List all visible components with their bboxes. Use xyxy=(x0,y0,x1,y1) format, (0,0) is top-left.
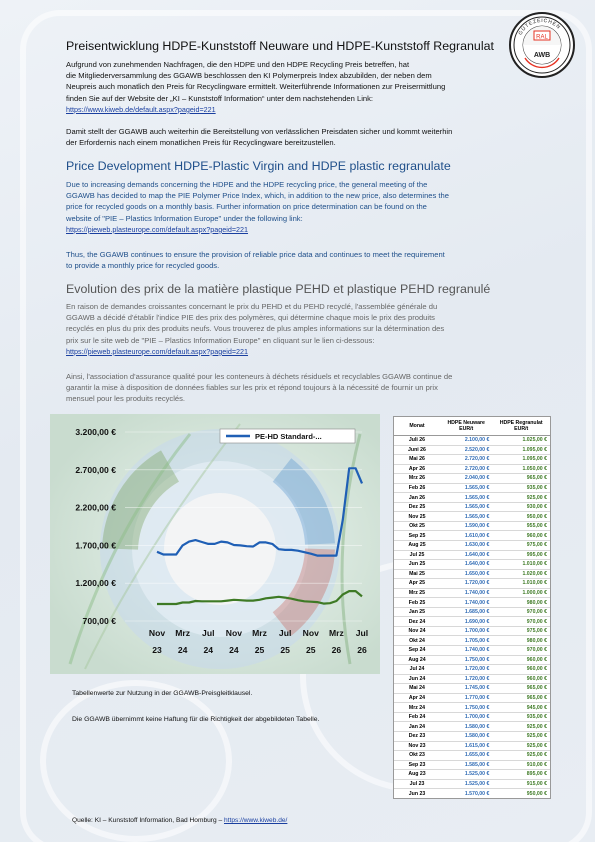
table-row xyxy=(394,436,550,446)
text-line: GGAWB has decided to map the PIE Polymer Price Index, which, in addition to the new price, also determines the xyxy=(66,191,449,201)
text-line: Neupreis auch monatlich den Preis für Recyclingware ermittelt. Weiterführende Informationen zur Preisermittlung xyxy=(66,82,446,92)
text-line: prix sur le site web de "PIE – Plastics Information Europe" en cliquant sur le lien ci-dessous: xyxy=(66,335,375,345)
table-row xyxy=(394,474,550,484)
cell-neuware: 1.740,00 € xyxy=(440,646,492,656)
cell-month: Jan 26 xyxy=(394,493,440,503)
text-line: price for recycled goods on a monthly basis. Further information on price determination can be found on the xyxy=(66,202,427,212)
cell-regranulat: 950,00 € xyxy=(492,789,550,798)
table-row xyxy=(394,550,550,560)
cell-month: Apr 26 xyxy=(394,464,440,474)
paragraph-fr-2 xyxy=(66,371,536,405)
y-tick-label: 1.700,00 € xyxy=(75,540,116,551)
table-row xyxy=(394,693,550,703)
cell-month: Jan 25 xyxy=(394,607,440,617)
cell-neuware: 1.590,00 € xyxy=(440,521,492,531)
logo-awb-text: AWB xyxy=(533,52,551,59)
x-tick-month: Nov xyxy=(225,628,243,638)
cell-neuware: 1.700,00 € xyxy=(440,626,492,636)
cell-neuware: 1.640,00 € xyxy=(440,560,492,570)
table-row xyxy=(394,674,550,684)
paragraph-de-2 xyxy=(66,126,536,148)
cell-neuware: 1.565,00 € xyxy=(440,483,492,493)
x-tick-year: 26 xyxy=(331,645,342,655)
x-tick-month: Jul xyxy=(202,628,215,638)
source-line xyxy=(72,817,287,824)
cell-regranulat: 960,00 € xyxy=(492,655,550,665)
cell-month: Jul 23 xyxy=(394,779,440,789)
cell-neuware: 2.720,00 € xyxy=(440,455,492,465)
x-tick-month: Jul xyxy=(355,628,369,638)
text-line: website of "PIE – Plastics Information Europe" under the following link: xyxy=(66,213,303,223)
table-row xyxy=(394,607,550,617)
title-de: Preisentwicklung HDPE-Kunststoff Neuware und HDPE-Kunststoff Regranulat xyxy=(66,39,494,53)
cell-neuware: 1.770,00 € xyxy=(440,693,492,703)
x-tick-year: 24 xyxy=(177,645,188,655)
cell-neuware: 1.655,00 € xyxy=(440,751,492,761)
text-line: En raison de demandes croissantes concernant le prix du PEHD et du PEHD recyclé, l'assemblée générale du xyxy=(66,302,438,311)
cell-neuware: 2.040,00 € xyxy=(440,474,492,484)
cell-neuware: 1.615,00 € xyxy=(440,741,492,751)
source-prefix: Quelle: KI – Kunststoff Information, Bad Homburg – xyxy=(72,817,224,824)
cell-regranulat: 935,00 € xyxy=(492,712,550,722)
cell-regranulat: 965,00 € xyxy=(492,684,550,694)
cell-regranulat: 970,00 € xyxy=(492,617,550,627)
cell-month: Feb 24 xyxy=(394,712,440,722)
cell-neuware: 1.740,00 € xyxy=(440,588,492,598)
table-row xyxy=(394,684,550,694)
cell-regranulat: 1.095,00 € xyxy=(492,455,550,465)
paragraph-de-1 xyxy=(66,59,536,115)
cell-month: Apr 24 xyxy=(394,693,440,703)
y-tick-label: 3.200,00 € xyxy=(75,427,116,437)
cell-regranulat: 1.010,00 € xyxy=(492,560,550,570)
cell-regranulat: 960,00 € xyxy=(492,665,550,675)
logo-ral-text: RAL xyxy=(536,34,548,41)
cell-month: Jun 23 xyxy=(394,789,440,798)
cell-neuware: 1.720,00 € xyxy=(440,665,492,675)
paragraph-en-1 xyxy=(66,179,536,235)
cell-month: Juli 26 xyxy=(394,436,440,446)
cell-regranulat: 1.010,00 € xyxy=(492,579,550,589)
cell-regranulat: 925,00 € xyxy=(492,493,550,503)
text-line: garantir la mise à disposition de données fiables sur les prix et répond toujours à la nécessité de fournir un prix xyxy=(66,383,438,393)
text-line: Thus, the GGAWB continues to ensure the provision of reliable price data and continues to meet the requirement xyxy=(66,250,445,259)
cell-regranulat: 955,00 € xyxy=(492,521,550,531)
table-row xyxy=(394,646,550,656)
cell-month: Mrz 24 xyxy=(394,703,440,713)
cell-neuware: 1.705,00 € xyxy=(440,636,492,646)
cell-month: Mrz 25 xyxy=(394,588,440,598)
cell-month: Mai 26 xyxy=(394,455,440,465)
text-line: der Erfordernis nach einem monatlichen Preis für Recyclingware bereitzustellen. xyxy=(66,138,336,148)
chart-legend xyxy=(220,429,355,443)
text-line: to provide a monthly price for recycled goods. xyxy=(66,261,220,271)
cell-neuware: 1.740,00 € xyxy=(440,598,492,608)
cell-regranulat: 995,00 € xyxy=(492,550,550,560)
cell-month: Sep 23 xyxy=(394,760,440,770)
table-row xyxy=(394,722,550,732)
cell-neuware: 1.630,00 € xyxy=(440,541,492,551)
paragraph-en-2 xyxy=(66,249,536,271)
table-row xyxy=(394,789,550,798)
price-chart-svg xyxy=(50,414,380,674)
cell-month: Mai 25 xyxy=(394,569,440,579)
cell-regranulat: 935,00 € xyxy=(492,483,550,493)
cell-regranulat: 960,00 € xyxy=(492,531,550,541)
cell-month: Aug 23 xyxy=(394,770,440,780)
price-table xyxy=(393,416,551,799)
x-tick-year: 24 xyxy=(203,645,214,655)
cell-month: Jun 24 xyxy=(394,674,440,684)
cell-regranulat: 980,00 € xyxy=(492,636,550,646)
table-row xyxy=(394,502,550,512)
table-header-row xyxy=(394,417,550,436)
link-pieweb-en[interactable]: https://pieweb.plasteurope.com/default.aspx?pageid=221 xyxy=(66,224,249,234)
cell-month: Feb 26 xyxy=(394,483,440,493)
x-tick-month: Mrz xyxy=(175,628,191,638)
cell-neuware: 1.565,00 € xyxy=(440,512,492,522)
table-row xyxy=(394,617,550,627)
cell-month: Okt 25 xyxy=(394,521,440,531)
source-link[interactable]: https://www.kiweb.de/ xyxy=(223,817,288,824)
y-tick-label: 2.200,00 € xyxy=(75,502,116,513)
table-row xyxy=(394,588,550,598)
cell-neuware: 1.745,00 € xyxy=(440,684,492,694)
table-row xyxy=(394,512,550,522)
cell-regranulat: 925,00 € xyxy=(492,731,550,741)
x-tick-month: Nov xyxy=(302,628,319,638)
cell-neuware: 1.565,00 € xyxy=(440,502,492,512)
x-tick-month: Mrz xyxy=(252,628,267,638)
cell-regranulat: 1.000,00 € xyxy=(492,588,550,598)
table-row xyxy=(394,483,550,493)
cell-regranulat: 970,00 € xyxy=(492,607,550,617)
table-row xyxy=(394,598,550,608)
cell-month: Feb 25 xyxy=(394,598,440,608)
cell-regranulat: 910,00 € xyxy=(492,760,550,770)
note-tabellenwerte: Tabellenwerte zur Nutzung in der GGAWB-Preisgleitklausel. xyxy=(72,690,253,697)
table-row xyxy=(394,455,550,465)
header-neuware: HDPE Neuware EUR/t xyxy=(440,417,492,436)
table-row xyxy=(394,445,550,455)
cell-neuware: 1.750,00 € xyxy=(440,703,492,713)
cell-regranulat: 975,00 € xyxy=(492,626,550,636)
cell-month: Sep 24 xyxy=(394,646,440,656)
cell-neuware: 1.565,00 € xyxy=(440,493,492,503)
cell-neuware: 1.720,00 € xyxy=(440,674,492,684)
x-tick-year: 25 xyxy=(280,645,290,655)
y-tick-label: 700,00 € xyxy=(82,616,116,626)
table-row xyxy=(394,703,550,713)
cell-month: Dez 24 xyxy=(394,617,440,627)
table-row xyxy=(394,521,550,531)
cell-regranulat: 925,00 € xyxy=(492,722,550,732)
table-row xyxy=(394,655,550,665)
cell-neuware: 1.750,00 € xyxy=(440,655,492,665)
cell-month: Jun 25 xyxy=(394,560,440,570)
cell-month: Aug 24 xyxy=(394,655,440,665)
table-row xyxy=(394,665,550,675)
cell-neuware: 1.525,00 € xyxy=(440,770,492,780)
cell-neuware: 1.650,00 € xyxy=(440,569,492,579)
cell-neuware: 1.720,00 € xyxy=(440,579,492,589)
cell-regranulat: 925,00 € xyxy=(492,751,550,761)
cell-regranulat: 965,00 € xyxy=(492,693,550,703)
cell-regranulat: 965,00 € xyxy=(492,474,550,484)
cell-month: Dez 23 xyxy=(394,731,440,741)
cell-month: Mrz 26 xyxy=(394,474,440,484)
cell-neuware: 1.685,00 € xyxy=(440,607,492,617)
cell-neuware: 1.610,00 € xyxy=(440,531,492,541)
text-line: Damit stellt der GGAWB auch weiterhin die Bereitstellung von verlässlichen Preisdaten sicher und kommt weiterhin xyxy=(66,127,453,136)
x-tick-month: Nov xyxy=(148,628,166,638)
header-regranulat: HDPE Regranulat EUR/t xyxy=(492,417,550,436)
cell-month: Apr 25 xyxy=(394,579,440,589)
table-row xyxy=(394,541,550,551)
cell-neuware: 1.585,00 € xyxy=(440,760,492,770)
cell-month: Dez 25 xyxy=(394,502,440,512)
text-line: Aufgrund von zunehmenden Nachfragen, die den HDPE und den HDPE Recycling Preis betreffen, hat xyxy=(66,60,410,69)
cell-regranulat: 1.025,00 € xyxy=(492,436,550,446)
cell-month: Nov 23 xyxy=(394,741,440,751)
cell-regranulat: 975,00 € xyxy=(492,541,550,551)
x-tick-month: Jul xyxy=(278,628,292,638)
cell-regranulat: 1.050,00 € xyxy=(492,464,550,474)
cell-month: Aug 25 xyxy=(394,541,440,551)
price-chart xyxy=(50,414,380,674)
cell-month: Nov 24 xyxy=(394,626,440,636)
title-en: Price Development HDPE-Plastic Virgin and HDPE plastic regranulate xyxy=(66,159,451,173)
cell-regranulat: 1.020,00 € xyxy=(492,569,550,579)
table-row xyxy=(394,493,550,503)
x-tick-month: Mrz xyxy=(328,628,344,638)
table-row xyxy=(394,751,550,761)
x-tick-year: 26 xyxy=(357,645,367,655)
cell-month: Okt 24 xyxy=(394,636,440,646)
table-row xyxy=(394,464,550,474)
x-tick-year: 25 xyxy=(305,645,316,655)
cell-neuware: 2.720,00 € xyxy=(440,464,492,474)
y-tick-label: 2.700,00 € xyxy=(75,464,116,475)
text-line: recyclés en plus du prix des produits neufs. Vous trouverez de plus amples informations sur la détermination des xyxy=(66,324,445,334)
cell-month: Okt 23 xyxy=(394,751,440,761)
cell-regranulat: 895,00 € xyxy=(492,770,550,780)
cell-neuware: 1.580,00 € xyxy=(440,722,492,732)
table-row xyxy=(394,569,550,579)
cell-regranulat: 950,00 € xyxy=(492,512,550,522)
table-row xyxy=(394,779,550,789)
cell-neuware: 1.525,00 € xyxy=(440,779,492,789)
text-line: finden Sie auf der Website der „KI – Kunststoff Information“ unter dem nachstehenden Link: xyxy=(66,93,374,103)
text-line: GGAWB a décidé d'établir l'indice PIE des prix des polymères, qui détermine chaque mois le prix des produits xyxy=(66,313,435,323)
cell-neuware: 1.640,00 € xyxy=(440,550,492,560)
table-row xyxy=(394,579,550,589)
cell-neuware: 1.700,00 € xyxy=(440,712,492,722)
cell-regranulat: 980,00 € xyxy=(492,598,550,608)
y-tick-label: 1.200,00 € xyxy=(75,578,116,589)
cell-regranulat: 925,00 € xyxy=(492,741,550,751)
table-body xyxy=(394,436,550,798)
x-tick-year: 23 xyxy=(152,645,162,655)
cell-regranulat: 915,00 € xyxy=(492,779,550,789)
cell-month: Sep 25 xyxy=(394,531,440,541)
table-row xyxy=(394,626,550,636)
x-tick-year: 25 xyxy=(254,645,265,655)
cell-month: Jul 25 xyxy=(394,550,440,560)
table-row xyxy=(394,731,550,741)
cell-neuware: 1.570,00 € xyxy=(440,789,492,798)
cell-month: Jan 24 xyxy=(394,722,440,732)
table-row xyxy=(394,636,550,646)
title-fr: Evolution des prix de la matière plastique PEHD et plastique PEHD regranulé xyxy=(66,282,491,296)
table-row xyxy=(394,741,550,751)
cell-neuware: 1.580,00 € xyxy=(440,731,492,741)
table-row xyxy=(394,560,550,570)
table-row xyxy=(394,770,550,780)
logo-arc-text: GÜTEZEICHEN xyxy=(517,17,562,37)
header-month: Monat xyxy=(394,417,440,436)
cell-month: Juni 26 xyxy=(394,445,440,455)
cell-regranulat: 970,00 € xyxy=(492,646,550,656)
cell-regranulat: 930,00 € xyxy=(492,502,550,512)
cell-neuware: 1.690,00 € xyxy=(440,617,492,627)
cell-regranulat: 945,00 € xyxy=(492,703,550,713)
text-line: Due to increasing demands concerning the HDPE and the HDPE recycling price, the general meeting of the xyxy=(66,180,428,189)
text-line: mensuel pour les produits recyclés. xyxy=(66,394,186,404)
cell-month: Jul 24 xyxy=(394,665,440,675)
cell-regranulat: 1.095,00 € xyxy=(492,445,550,455)
legend-label: PE-HD Standard-... xyxy=(255,432,322,441)
table-row xyxy=(394,712,550,722)
table-row xyxy=(394,531,550,541)
cell-regranulat: 960,00 € xyxy=(492,674,550,684)
link-pieweb-fr[interactable]: https://pieweb.plasteurope.com/default.aspx?pageid=221 xyxy=(66,346,249,356)
cell-neuware: 2.520,00 € xyxy=(440,445,492,455)
paragraph-fr-1 xyxy=(66,301,536,357)
cell-month: Mai 24 xyxy=(394,684,440,694)
x-tick-year: 24 xyxy=(229,645,239,655)
note-haftung: Die GGAWB übernimmt keine Haftung für die Richtigkeit der abgebildeten Tabelle. xyxy=(72,716,320,723)
text-line: Ainsi, l'association d'assurance qualité pour les conteneurs à déchets résiduels et recyclables GGAWB continue de xyxy=(66,372,453,381)
text-line: die Mitgliederversammlung des GGAWB beschlossen den KI Polymerpreis Index abzubilden, der neben dem xyxy=(66,71,432,81)
cell-neuware: 2.100,00 € xyxy=(440,436,492,446)
table-row xyxy=(394,760,550,770)
link-kiweb[interactable]: https://www.kiweb.de/default.aspx?pageid=221 xyxy=(66,104,216,114)
cell-month: Nov 25 xyxy=(394,512,440,522)
